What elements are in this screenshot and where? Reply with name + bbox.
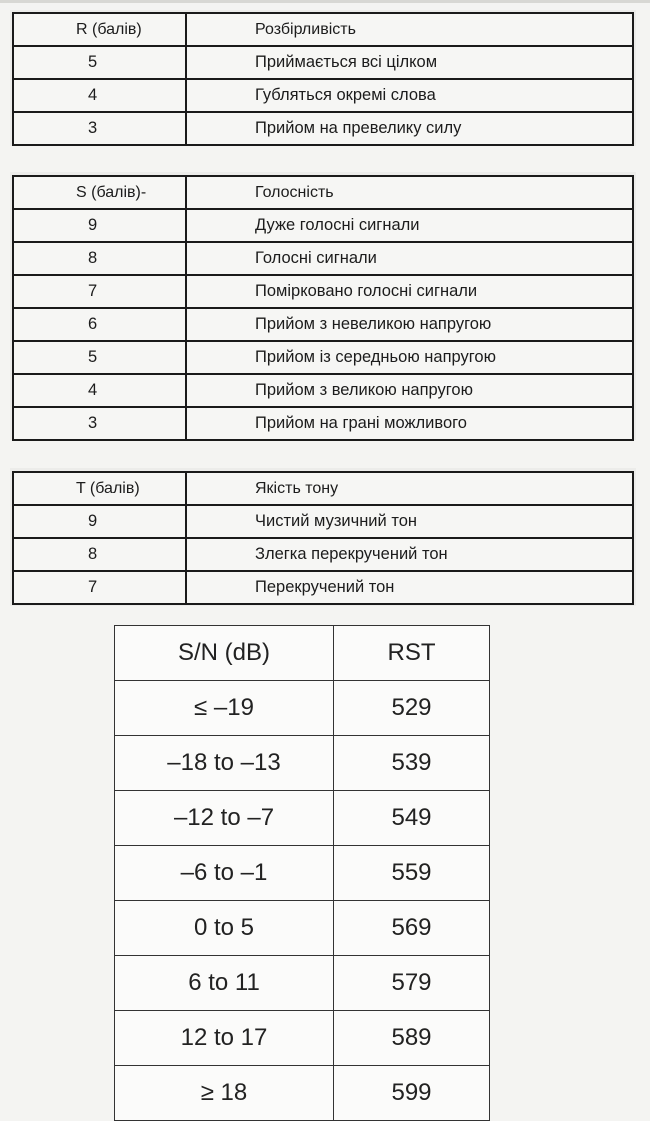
snr-range-cell: ≥ 18 [115, 1066, 334, 1121]
score-cell: 9 [13, 505, 186, 538]
description-cell: Голосні сигнали [186, 242, 633, 275]
table-row [13, 209, 633, 242]
description-cell: Прийом з невеликою напругою [186, 308, 633, 341]
table-row [115, 736, 490, 791]
score-cell: 5 [13, 341, 186, 374]
table-row [13, 374, 633, 407]
snr-range-cell: –6 to –1 [115, 846, 334, 901]
rst-code-cell: 589 [334, 1011, 490, 1066]
description-cell: Чистий музичний тон [186, 505, 633, 538]
table-row [115, 956, 490, 1011]
description-cell: Злегка перекручений тон [186, 538, 633, 571]
table-header-row [13, 472, 633, 505]
score-cell: 5 [13, 46, 186, 79]
score-cell: 9 [13, 209, 186, 242]
table-row [115, 1066, 490, 1121]
rst-code-cell: 559 [334, 846, 490, 901]
header-cell: Голосність [186, 176, 633, 209]
table-row [13, 571, 633, 604]
table-header-row [13, 176, 633, 209]
table-row [115, 791, 490, 846]
signal-strength-table [12, 175, 634, 441]
score-cell: 7 [13, 275, 186, 308]
table-row [115, 846, 490, 901]
header-cell: S (балів)- [13, 176, 186, 209]
score-cell: 8 [13, 242, 186, 275]
header-cell: Якість тону [186, 472, 633, 505]
readability-table [12, 12, 634, 146]
description-cell: Прийом з великою напругою [186, 374, 633, 407]
scan-edge [0, 0, 650, 3]
score-cell: 3 [13, 112, 186, 145]
table-row [13, 341, 633, 374]
description-cell: Приймається всі цілком [186, 46, 633, 79]
score-cell: 6 [13, 308, 186, 341]
table-row [13, 505, 633, 538]
score-cell: 4 [13, 374, 186, 407]
rst-code-cell: 579 [334, 956, 490, 1011]
table-row [13, 538, 633, 571]
score-cell: 7 [13, 571, 186, 604]
description-cell: Помірковано голосні сигнали [186, 275, 633, 308]
score-cell: 4 [13, 79, 186, 112]
table-row [13, 79, 633, 112]
header-cell: S/N (dB) [115, 626, 334, 681]
rst-code-cell: 549 [334, 791, 490, 846]
snr-to-rst-table [114, 625, 490, 1121]
snr-range-cell: 0 to 5 [115, 901, 334, 956]
rst-code-cell: 569 [334, 901, 490, 956]
score-cell: 8 [13, 538, 186, 571]
header-cell: RST [334, 626, 490, 681]
rst-code-cell: 529 [334, 681, 490, 736]
score-cell: 3 [13, 407, 186, 440]
table-row [115, 1011, 490, 1066]
snr-range-cell: –12 to –7 [115, 791, 334, 846]
snr-range-cell: 6 to 11 [115, 956, 334, 1011]
header-cell: Розбірливість [186, 13, 633, 46]
table-header-row [115, 626, 490, 681]
description-cell: Прийом на превелику силу [186, 112, 633, 145]
table-row [13, 308, 633, 341]
rst-code-cell: 599 [334, 1066, 490, 1121]
table-row [115, 681, 490, 736]
header-cell: R (балів) [13, 13, 186, 46]
description-cell: Перекручений тон [186, 571, 633, 604]
snr-range-cell: 12 to 17 [115, 1011, 334, 1066]
snr-range-cell: ≤ –19 [115, 681, 334, 736]
description-cell: Дуже голосні сигнали [186, 209, 633, 242]
description-cell: Губляться окремі слова [186, 79, 633, 112]
rst-code-cell: 539 [334, 736, 490, 791]
table-row [115, 901, 490, 956]
table-row [13, 46, 633, 79]
description-cell: Прийом на грані можливого [186, 407, 633, 440]
snr-range-cell: –18 to –13 [115, 736, 334, 791]
table-header-row [13, 13, 633, 46]
table-row [13, 407, 633, 440]
table-row [13, 242, 633, 275]
header-cell: T (балів) [13, 472, 186, 505]
table-row [13, 112, 633, 145]
tone-quality-table [12, 471, 634, 605]
description-cell: Прийом із середньою напругою [186, 341, 633, 374]
table-row [13, 275, 633, 308]
